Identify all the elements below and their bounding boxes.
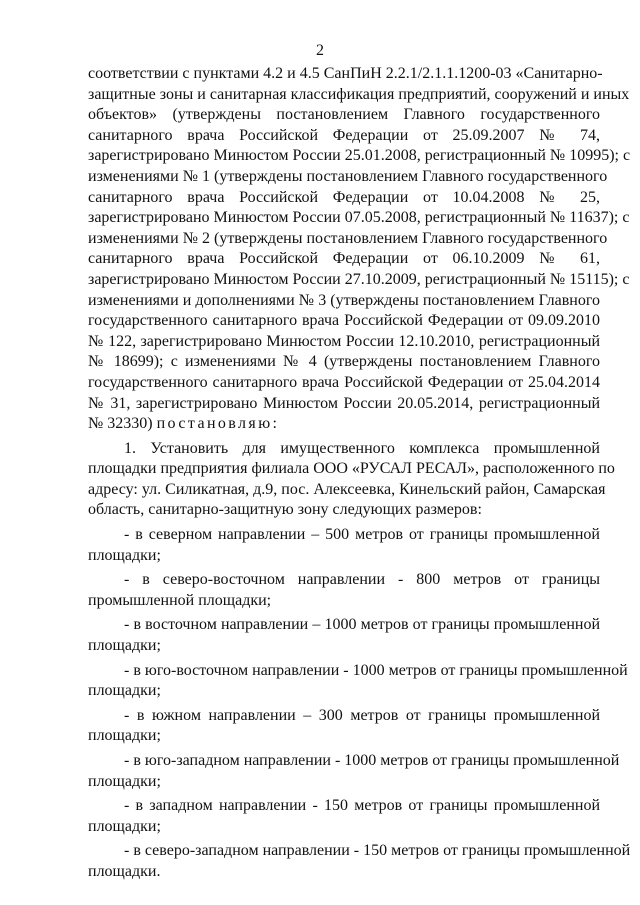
direction-item-north: [88, 525, 600, 566]
intro-line: объектов» (утверждены постановлением Главного государственного: [88, 106, 600, 124]
item-1-line: область, санитарно-защитную зону следующих размеров:: [88, 501, 482, 519]
intro-last-line: [88, 414, 600, 435]
direction-line: - в северо-западном направлении - 150 метров от границы промышленной: [124, 842, 631, 860]
direction-item-north-east: [88, 570, 600, 611]
item-1-first-line: 1. Установить для имущественного комплекса промышленной: [124, 439, 600, 457]
intro-line: № 31, зарегистрировано Минюстом России 20.05.2014, регистрационный: [88, 394, 600, 412]
intro-paragraph: [88, 64, 631, 435]
direction-line: - в южном направлении – 300 метров от границы промышленной: [124, 706, 600, 724]
intro-line: санитарного врача Российской Федерации от 10.04.2008 № 25,: [88, 188, 600, 206]
direction-item-south-east: [88, 661, 628, 702]
intro-last-text: № 32330): [88, 415, 153, 433]
direction-line: - в юго-западном направлении - 1000 метров от границы промышленной: [124, 752, 620, 769]
item-1-line: площадки предприятия филиала ООО «РУСАЛ РЕСАЛ», расположенного по: [88, 460, 615, 478]
direction-line: - в северо-восточном направлении - 800 метров от границы: [124, 571, 600, 589]
direction-item-south: [88, 706, 600, 747]
intro-line: № 122, зарегистрировано Минюстом России 12.10.2010, регистрационный: [88, 332, 600, 350]
direction-line: - в северном направлении – 500 метров от границы промышленной: [124, 526, 600, 544]
intro-line: зарегистрировано Минюстом России 25.01.2008, регистрационный № 10995); с: [88, 147, 631, 165]
direction-line-end: промышленной площадки;: [88, 591, 272, 609]
direction-line-end: площадки;: [88, 772, 161, 790]
direction-line-end: площадки;: [88, 727, 161, 745]
intro-line: зарегистрировано Минюстом России 27.10.2009, регистрационный № 15115); с: [88, 270, 630, 288]
direction-line: - в юго-восточном направлении - 1000 метров от границы промышленной: [124, 661, 628, 679]
direction-item-north-west: [88, 841, 631, 882]
direction-line: - в восточном направлении – 1000 метров от границы промышленной: [124, 616, 600, 634]
item-1-line: адресу: ул. Силикатная, д.9, пос. Алексеевка, Кинельский район, Самарская: [88, 480, 606, 498]
direction-item-west: [88, 796, 600, 837]
direction-line-end: площадки.: [88, 862, 161, 880]
intro-line: государственного санитарного врача Российской Федерации от 09.09.2010: [88, 312, 600, 330]
page-number: 2: [316, 42, 324, 59]
direction-item-south-west: [88, 751, 620, 792]
intro-line: изменениями № 2 (утверждены постановлением Главного государственного: [88, 229, 608, 247]
direction-item-east: [88, 615, 600, 656]
direction-line: - в западном направлении - 150 метров от границы промышленной: [124, 797, 600, 815]
direction-line-end: площадки;: [88, 546, 161, 564]
intro-line: зарегистрировано Минюстом России 07.05.2008, регистрационный № 11637); с: [88, 209, 630, 227]
intro-line: изменениями и дополнениями № 3 (утверждены постановлением Главного: [88, 291, 600, 309]
intro-line: защитные зоны и санитарная классификация предприятий, сооружений и иных: [88, 85, 630, 103]
intro-line: государственного санитарного врача Российской Федерации от 25.04.2014: [88, 373, 600, 391]
decree-word: постановляю:: [156, 415, 280, 433]
document-body: [88, 64, 631, 883]
item-1-paragraph: [88, 439, 615, 521]
direction-line-end: площадки;: [88, 817, 161, 835]
intro-line: № 18699); с изменениями № 4 (утверждены постановлением Главного: [88, 353, 600, 371]
intro-line: соответствии с пунктами 4.2 и 4.5 СанПиН 2.2.1/2.1.1.1200-03 «Санитарно-: [88, 65, 603, 82]
direction-line-end: площадки;: [88, 637, 161, 655]
intro-line: санитарного врача Российской Федерации от 25.09.2007 № 74,: [88, 126, 600, 144]
intro-line: санитарного врача Российской Федерации от 06.10.2009 № 61,: [88, 250, 600, 268]
direction-line-end: площадки;: [88, 682, 161, 700]
intro-line: изменениями № 1 (утверждены постановлением Главного государственного: [88, 167, 608, 185]
